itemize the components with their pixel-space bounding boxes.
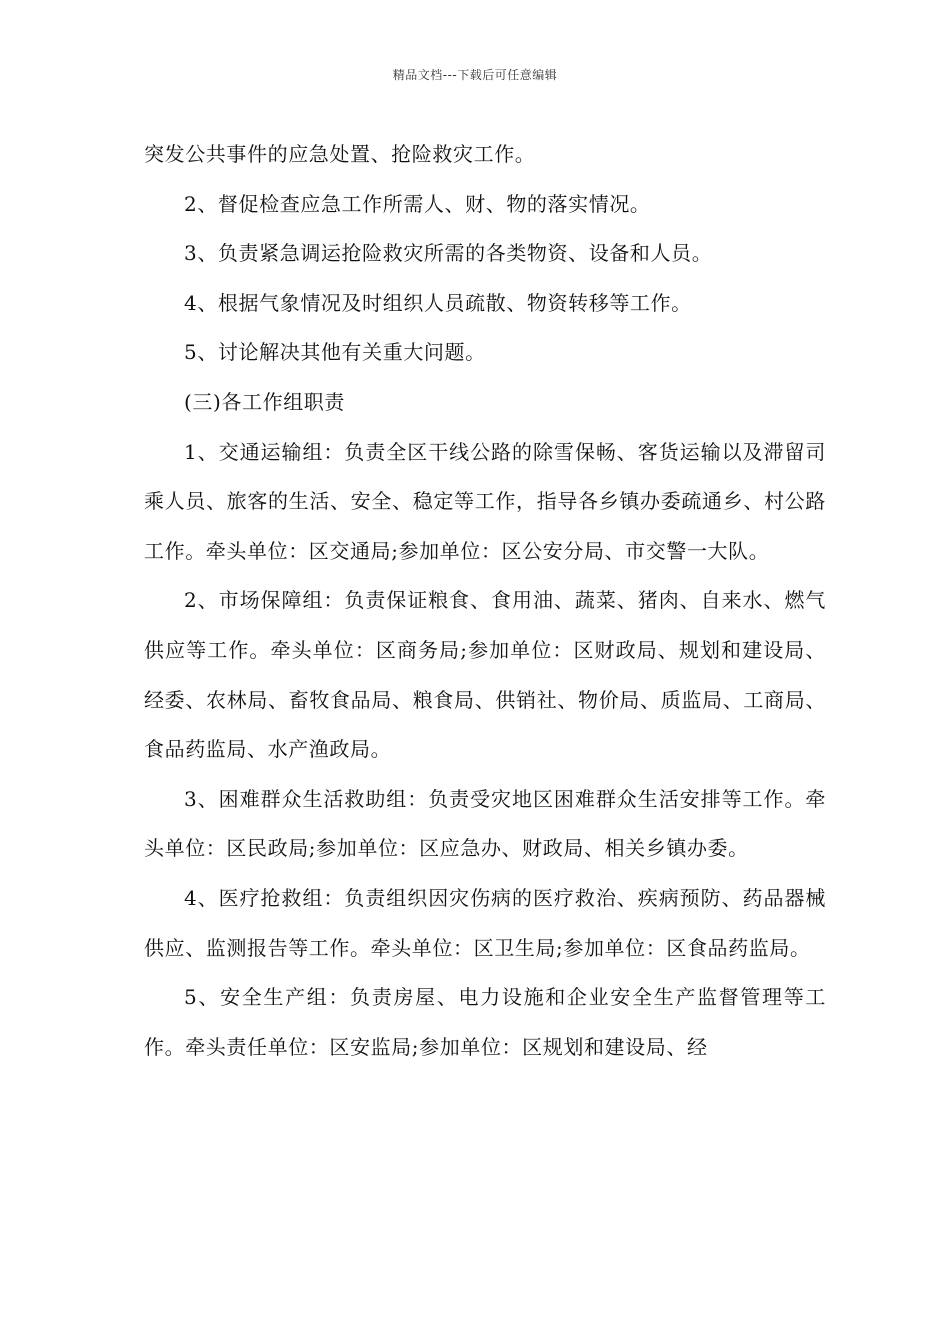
paragraph-continuation: 突发公共事件的应急处置、抢险救灾工作。 <box>144 142 536 166</box>
paragraph-item-4: 4、根据气象情况及时组织人员疏散、物资转移等工作。 <box>184 290 692 315</box>
paragraph-transport-group: 1、交通运输组：负责全区干线公路的除雪保畅、客货运输以及滞留司乘人员、旅客的生活、安全、稳定等工作，指导各乡镇办委疏通乡、村公路工作。牵头单位：区交通局;参加单位：区公安分局、市交警一大队。 <box>144 439 826 563</box>
paragraph-item-5: 5、讨论解决其他有关重大问题。 <box>184 340 486 365</box>
paragraph-medical-group: 4、医疗抢救组：负责组织因灾伤病的医疗救治、疾病预防、药品器械供应、监测报告等工作。牵头单位：区卫生局;参加单位：区食品药监局。 <box>144 885 826 960</box>
paragraph-item-2: 2、督促检查应急工作所需人、财、物的落实情况。 <box>184 191 651 216</box>
paragraph-safety-group: 5、安全生产组：负责房屋、电力设施和企业安全生产监督管理等工作。牵头责任单位：区安监局;参加单位：区规划和建设局、经 <box>144 985 826 1059</box>
section-heading: (三)各工作组职责 <box>184 389 346 414</box>
paragraph-relief-group: 3、困难群众生活救助组：负责受灾地区困难群众生活安排等工作。牵头单位：区民政局;参加单位：区应急办、财政局、相关乡镇办委。 <box>144 786 826 861</box>
paragraph-market-group: 2、市场保障组：负责保证粮食、食用油、蔬菜、猪肉、自来水、燃气供应等工作。牵头单位：区商务局;参加单位：区财政局、规划和建设局、经委、农林局、畜牧食品局、粮食局、供销社、物价局、质监局、工商局、食品药监局、水产渔政局。 <box>144 588 826 762</box>
document-body <box>144 130 826 1072</box>
paragraph-item-3: 3、负责紧急调运抢险救灾所需的各类物资、设备和人员。 <box>184 241 713 266</box>
page-header: 精品文档---下载后可任意编辑 <box>392 68 558 82</box>
